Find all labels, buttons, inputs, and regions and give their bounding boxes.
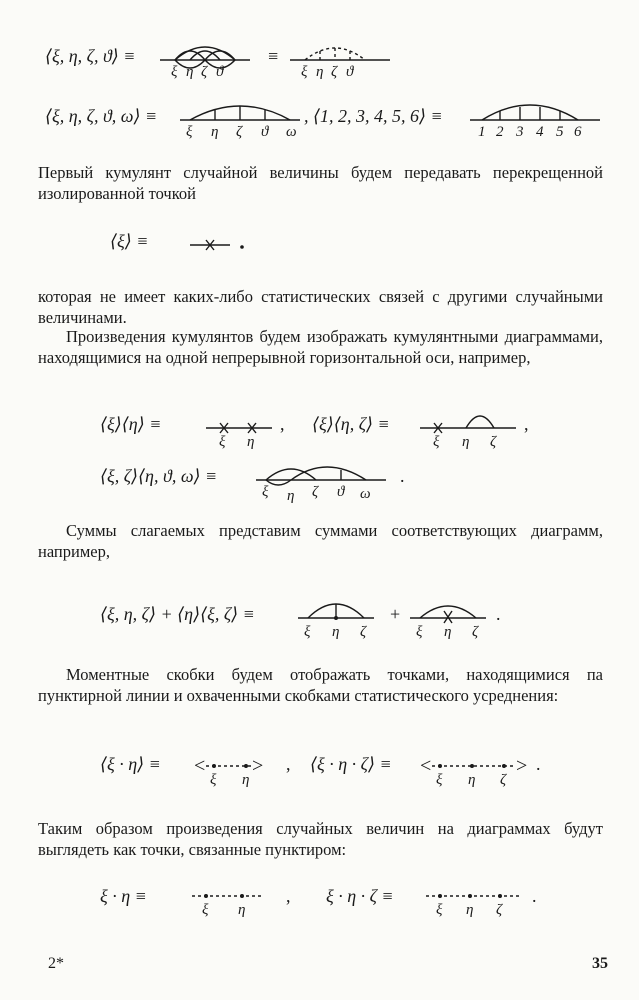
first-cumulant-diagram xyxy=(190,225,250,265)
equiv-sign: ≡ xyxy=(268,46,279,66)
node-dot xyxy=(438,764,442,768)
period: . xyxy=(532,886,537,906)
moment-diagram xyxy=(184,748,264,790)
comma: , xyxy=(524,414,529,434)
paragraph: которая не имеет каких-либо статистических связей с другими случайными величинами. xyxy=(38,287,603,327)
node-dot xyxy=(498,894,502,898)
formula-lhs: ⟨ξ · η · ζ⟩ ≡ xyxy=(310,754,392,774)
cumulant-diagram xyxy=(420,408,520,450)
right-angle-bracket: > xyxy=(252,755,264,777)
node-label: ζ xyxy=(236,124,243,140)
node-label: ζ xyxy=(500,772,507,788)
diagram-arc xyxy=(466,416,494,428)
node-label: ω xyxy=(360,486,371,502)
paragraph: Таким образом произведения случайных величин на диаграммах будут выглядеть как точки, связанные пунктиром: xyxy=(38,819,603,859)
node-label: ζ xyxy=(496,902,503,918)
node-label: η xyxy=(247,434,255,450)
formula-row-4 xyxy=(100,408,600,448)
cumulant-diagram xyxy=(290,40,390,80)
node-label: ϑ xyxy=(346,64,354,80)
cumulant-diagram xyxy=(180,100,300,140)
node-label: ζ xyxy=(472,624,479,640)
node-label: η xyxy=(462,434,470,450)
node-dot xyxy=(468,894,472,898)
node-label: ζ xyxy=(331,64,338,80)
comma: , xyxy=(286,886,291,906)
node-label: ξ xyxy=(202,902,209,918)
cumulant-diagram xyxy=(160,40,250,80)
formula-row-1 xyxy=(40,40,600,80)
left-angle-bracket: < xyxy=(420,755,432,777)
formula-lhs: ⟨ξ · η⟩ ≡ xyxy=(100,754,161,774)
diagram-arc xyxy=(482,105,578,120)
period: . xyxy=(400,466,405,486)
moment-diagram xyxy=(190,880,270,922)
cumulant-diagram xyxy=(410,598,490,640)
node-label: ζ xyxy=(201,64,208,80)
node-label: ξ xyxy=(219,434,226,450)
node-dot xyxy=(212,764,216,768)
formula-lhs: ⟨ξ⟩⟨η⟩ ≡ xyxy=(100,414,162,434)
node-label: η xyxy=(468,772,476,788)
node-label: η xyxy=(238,902,246,918)
node-label: ξ xyxy=(416,624,423,640)
formula-row-5 xyxy=(100,460,520,504)
moment-diagram xyxy=(420,748,530,790)
formula-lhs: ⟨ξ, η, ζ, ϑ⟩ ≡ xyxy=(45,46,136,66)
formula-lhs: ⟨ξ⟩⟨η, ζ⟩ ≡ xyxy=(312,414,390,434)
diagram-arc xyxy=(175,47,235,60)
left-angle-bracket: < xyxy=(194,755,206,777)
comma: , xyxy=(280,414,285,434)
paragraph: Моментные скобки будем отображать точками, находящимися па пунктирной линии и охваченными скобками статистического усреднения: xyxy=(38,665,603,705)
paragraph: Суммы слагаемых представим суммами соответствующих диаграмм, например, xyxy=(38,521,603,561)
formula-lhs: ⟨ξ, η, ζ⟩ + ⟨η⟩⟨ξ, ζ⟩ ≡ xyxy=(100,604,255,624)
formula-row-2 xyxy=(40,100,600,140)
node-label: ϑ xyxy=(337,484,345,500)
node-label: ξ xyxy=(262,484,269,500)
formula-lhs: , ⟨1, 2, 3, 4, 5, 6⟩ ≡ xyxy=(304,106,443,126)
formula-lhs: ⟨ξ, η, ζ, ϑ, ω⟩ ≡ xyxy=(45,106,158,126)
node-label: ζ xyxy=(360,624,367,640)
node-label: η xyxy=(211,124,219,140)
node-dot xyxy=(502,764,506,768)
node-label: ω xyxy=(286,124,297,140)
node-label: ϑ xyxy=(216,64,224,80)
diagram-arc xyxy=(266,480,291,485)
node-label: 3 xyxy=(516,124,524,140)
page-number: 35 xyxy=(592,955,608,972)
node-label: ξ xyxy=(436,902,443,918)
paragraph: Произведения кумулянтов будем изображать кумулянтными диаграммами, находящимися на одной непрерывной горизонтальной оси, например, xyxy=(38,327,603,367)
node-label: 1 xyxy=(478,124,486,140)
formula-lhs: ⟨ξ⟩ ≡ xyxy=(110,231,149,251)
node-dot xyxy=(240,894,244,898)
plus-sign: + xyxy=(390,604,401,624)
moment-diagram xyxy=(424,880,524,922)
formula-row-7 xyxy=(100,748,560,788)
node-label: η xyxy=(242,772,250,788)
paragraph: Первый кумулянт случайной величины будем передавать перекрещенной изолированной точкой xyxy=(38,163,603,203)
node-label: ξ xyxy=(171,64,178,80)
node-label: ξ xyxy=(436,772,443,788)
node-label: ξ xyxy=(210,772,217,788)
node-dot xyxy=(438,894,442,898)
formula-row-6 xyxy=(100,598,520,638)
node-label: 2 xyxy=(496,124,504,140)
node-dot xyxy=(334,616,338,620)
formula-lhs: ⟨ξ, ζ⟩⟨η, ϑ, ω⟩ ≡ xyxy=(100,466,218,486)
period: . xyxy=(496,604,501,624)
node-label: ξ xyxy=(433,434,440,450)
end-dot xyxy=(240,245,244,249)
node-label: η xyxy=(287,488,295,504)
node-label: 5 xyxy=(556,124,564,140)
node-label: ξ xyxy=(304,624,311,640)
node-dot xyxy=(244,764,248,768)
node-label: ϑ xyxy=(261,124,269,140)
node-dot xyxy=(204,894,208,898)
node-label: η xyxy=(186,64,194,80)
cumulant-diagram xyxy=(298,598,378,640)
diagram-arc xyxy=(291,467,366,480)
formula-row-3 xyxy=(110,225,310,265)
signature-mark: 2* xyxy=(48,955,64,972)
right-angle-bracket: > xyxy=(516,755,528,777)
node-label: 4 xyxy=(536,124,544,140)
formula-lhs: ξ · η · ζ ≡ xyxy=(326,886,394,906)
node-label: η xyxy=(466,902,474,918)
node-label: ζ xyxy=(312,484,319,500)
cumulant-diagram xyxy=(470,100,600,140)
formula-row-8 xyxy=(100,880,560,920)
node-label: 6 xyxy=(574,124,582,140)
node-label: η xyxy=(444,624,452,640)
node-label: ξ xyxy=(301,64,308,80)
formula-lhs: ξ · η ≡ xyxy=(100,886,147,906)
node-dot xyxy=(470,764,474,768)
node-label: ξ xyxy=(186,124,193,140)
node-label: η xyxy=(316,64,324,80)
comma: , xyxy=(286,754,291,774)
node-label: ζ xyxy=(490,434,497,450)
node-label: η xyxy=(332,624,340,640)
cumulant-diagram xyxy=(206,408,276,450)
cumulant-diagram xyxy=(256,460,396,504)
period: . xyxy=(536,754,541,774)
